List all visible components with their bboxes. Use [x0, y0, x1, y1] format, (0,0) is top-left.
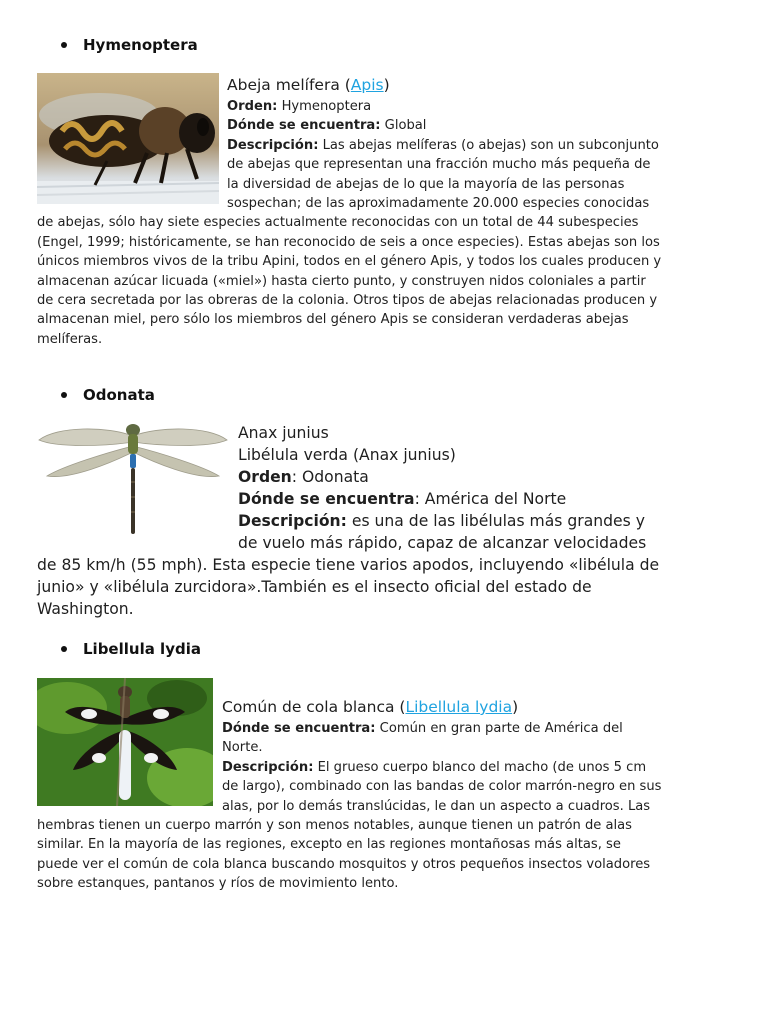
bullet-dot [61, 646, 67, 652]
bullet-dot [61, 392, 67, 398]
where-label: Dónde se encuentra: [227, 118, 381, 134]
entry-odonata [37, 422, 662, 620]
title-prefix: Abeja melífera ( [227, 76, 351, 94]
section-heading-text: Libellula lydia [83, 640, 201, 658]
title-suffix: ) [383, 76, 390, 94]
title-prefix: Común de cola blanca ( [222, 698, 406, 716]
description-label: Descripción: [222, 759, 314, 775]
where-value: Común en gran parte de América del Norte. [222, 721, 623, 756]
entry-libellula-lydia [37, 677, 662, 894]
section-heading-text: Odonata [83, 386, 155, 404]
section-heading-libellula-lydia [58, 639, 201, 659]
description-label: Descripción: [227, 137, 319, 153]
entry-hymenoptera [37, 74, 662, 349]
description-text: Las abejas melíferas (o abejas) son un subconjunto de abejas que representan una fracción mucho más pequeña de la diversidad de abejas de lo que la mayoría de las personas sospechan; de las aproximadamente 20.000 especies conocidas de abejas, sólo hay siete especies actualmente reconocidas con un total de 44 subespecies (Engel, 1999; históricamente, se han reconocido de seis a once especies). Estas abejas son los únicos miembros vivos de la tribu Apini, todos en el género Apis, y todos los cuales producen y almacenan azúcar licuada («miel») hasta cierto punto, y construyen nidos coloniales a partir de cera secretada por las obreras de la colonia. Otros tipos de abejas relacionadas producen y almacenan miel, pero sólo los miembros del género Apis se consideran verdaderas abejas melíferas. [37, 137, 662, 347]
section-heading-odonata [58, 385, 155, 405]
order-label: Orden [238, 468, 292, 486]
where-label: Dónde se encuentra: [222, 721, 376, 736]
section-heading-text: Hymenoptera [83, 36, 198, 54]
apis-link[interactable]: Apis [350, 76, 384, 94]
where-value: : América del Norte [414, 490, 567, 508]
whitetail-dragonfly-image [37, 678, 213, 806]
honeybee-image [37, 73, 219, 204]
dragonfly-image [37, 422, 229, 539]
where-value: Global [380, 118, 427, 134]
section-heading-hymenoptera [58, 35, 198, 55]
entry-title-line2: Libélula verda (Anax junius) [238, 446, 456, 464]
description-text: El grueso cuerpo blanco del macho (de unos 5 cm de largo), combinado con las bandas de color marrón-negro en sus alas, por lo demás translúcidas, le dan un aspecto a cuadros. Las hembras tienen un cuerpo marrón y son menos notables, aunque tienen un patrón de alas similar. En la mayoría de las regiones, excepto en las regiones montañosas más altas, se puede ver el común de cola blanca buscando mosquitos y otros pequeños insectos voladores sobre estanques, pantanos y ríos de movimiento lento. [37, 759, 662, 892]
bullet-dot [61, 42, 67, 48]
title-suffix: ) [512, 698, 519, 716]
entry-title-line1: Anax junius [238, 424, 329, 442]
order-value: Hymenoptera [277, 99, 372, 114]
where-label: Dónde se encuentra [238, 490, 415, 508]
description-label: Descripción: [238, 512, 347, 530]
description-text: es una de las libélulas más grandes y de vuelo más rápido, capaz de alcanzar velocidades de 85 km/h (55 mph). Esta especie tiene varios apodos, incluyendo «libélula de junio» y «libélula zurcidora».También es el insecto oficial del estado de Washington. [37, 512, 660, 618]
order-value: : Odonata [291, 468, 369, 486]
libellula-lydia-link[interactable]: Libellula lydia [405, 698, 513, 716]
order-label: Orden: [227, 99, 278, 114]
